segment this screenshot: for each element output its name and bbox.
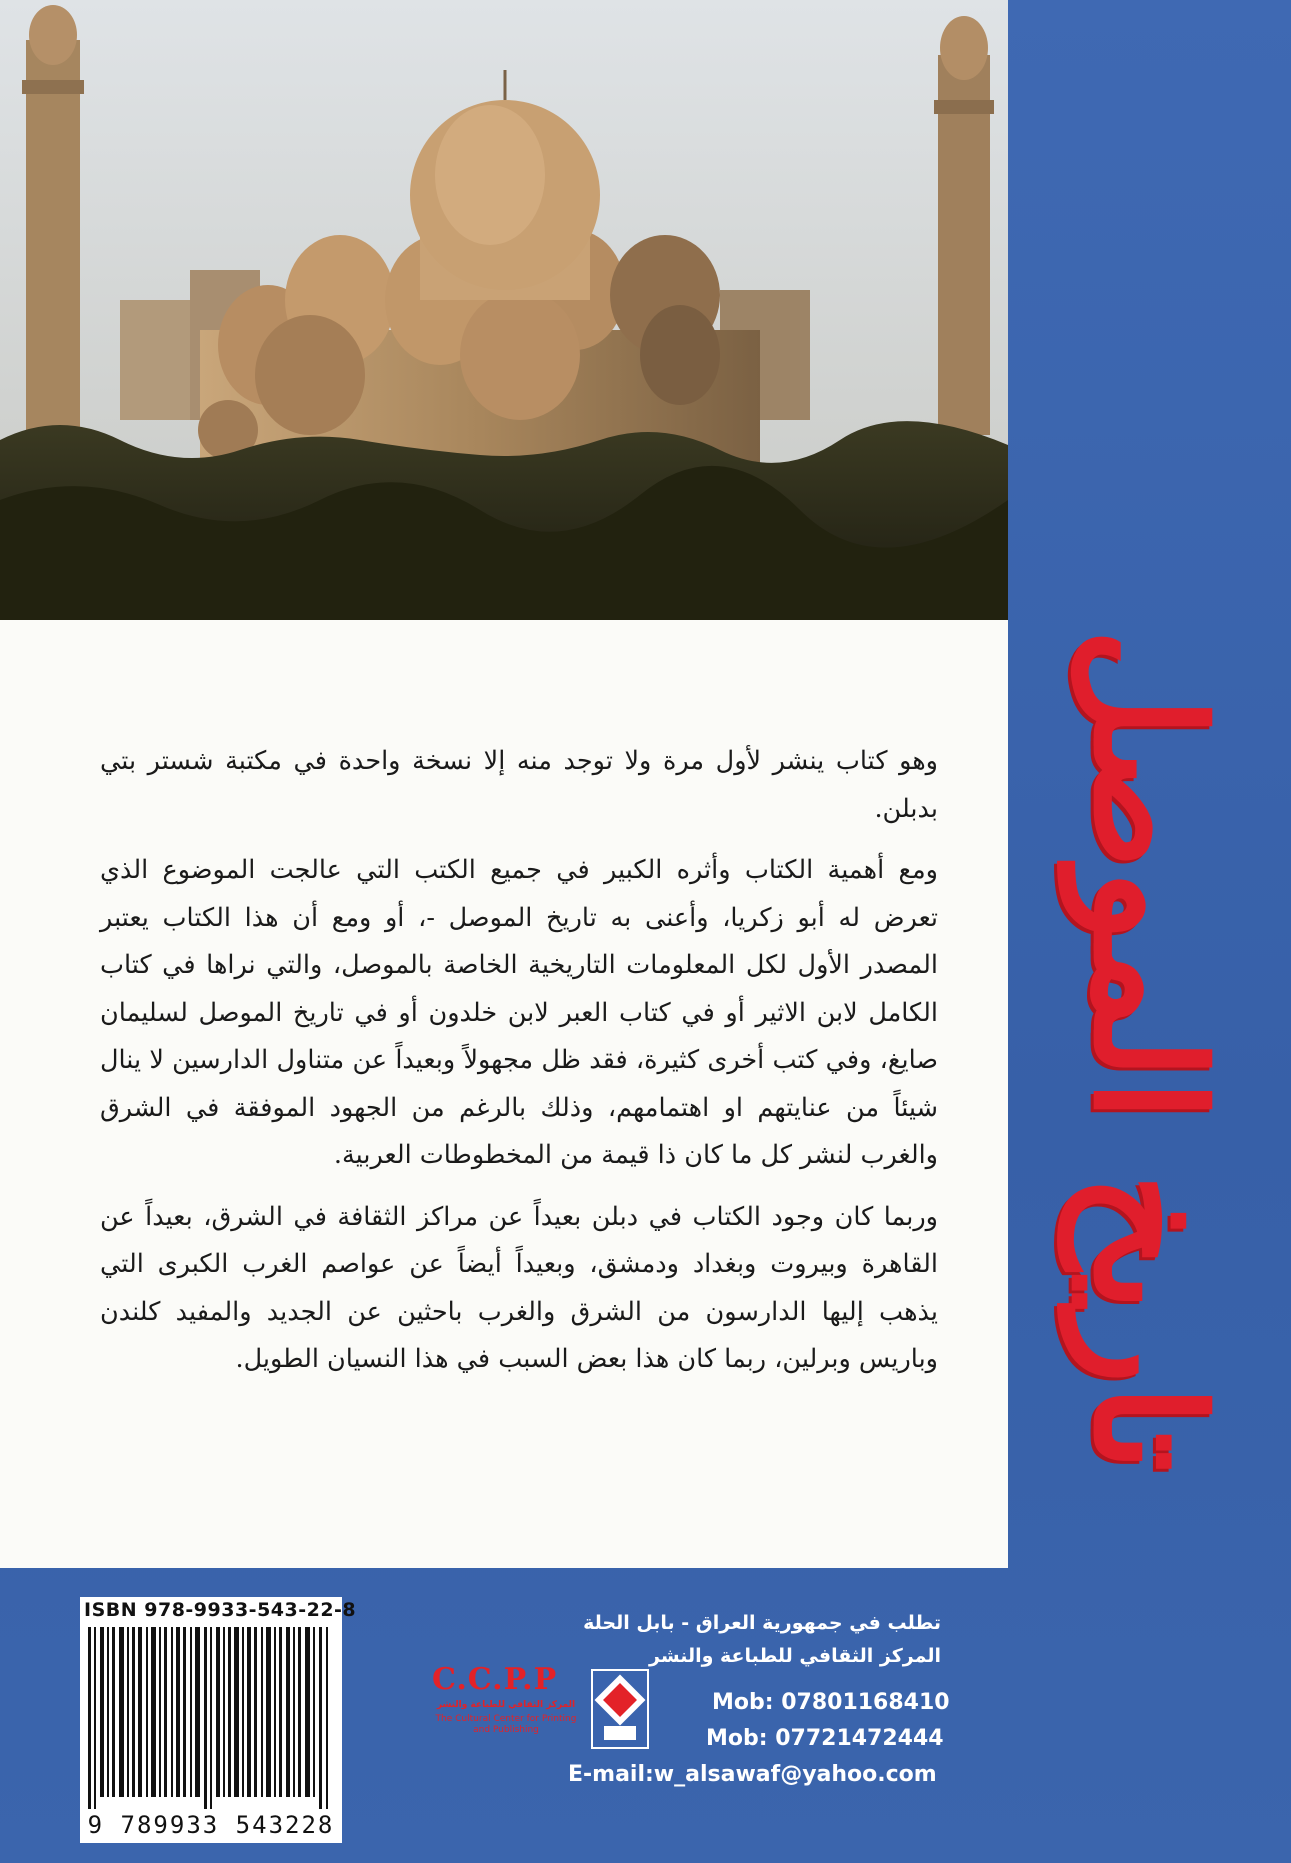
publisher-logo-subtitle-ar: المركز الثقافي للطباعة والنشر xyxy=(436,1700,576,1710)
cover-title xyxy=(1028,630,1268,1470)
barcode-digits: 9 789933 543228 xyxy=(87,1811,335,1839)
body-text xyxy=(100,738,938,1398)
publisher-logo-subtitle-en: The Cultural Center for Printing and Publishing xyxy=(435,1714,577,1735)
publisher-emblem-icon xyxy=(590,1668,650,1750)
publisher-logo: C.C.P.P xyxy=(432,1662,558,1697)
mosque-photo-icon xyxy=(0,0,1008,620)
publisher-address: تطلب في جمهورية العراق - بابل الحلة xyxy=(583,1612,941,1634)
mosque-photo xyxy=(0,0,1008,620)
isbn-label: ISBN 978-9933-543-22-8 xyxy=(84,1599,357,1621)
publisher-mobile-2: Mob: 07721472444 xyxy=(706,1726,944,1751)
barcode-icon xyxy=(86,1627,336,1809)
barcode xyxy=(80,1597,357,1843)
publisher-name: المركز الثقافي للطباعة والنشر xyxy=(649,1645,941,1667)
publisher-mobile-1: Mob: 07801168410 xyxy=(712,1690,950,1715)
paragraph-1: وهو كتاب ينشر لأول مرة ولا توجد منه إلا نسخة واحدة في مكتبة شستر بتي بدبلن. xyxy=(100,746,938,824)
publisher-email: E-mail:w_alsawaf@yahoo.com xyxy=(568,1762,937,1787)
paragraph-2: ومع أهمية الكتاب وأثره الكبير في جميع الكتب التي عالجت الموضوع الذي تعرض له أبو زكريا، وأعنى به تاريخ الموصل -، أو ومع أن هذا الكتاب يعتبر المصدر الأول لكل المعلومات التاريخية الخاصة بالموصل، والتي نراها في كتاب الكامل لابن الاثير أو في كتاب العبر لابن خلدون أو في تاريخ الموصل لسليمان صايغ، وفي كتب أخرى كثيرة، فقد ظل مجهولاً وبعيداً عن متناول الدارسين لا ينال شيئاً من عنايتهم او اهتمامهم، وذلك بالرغم من الجهود الموفقة في الشرق والغرب لنشر كل ما كان ذا قيمة من المخطوطات العربية. xyxy=(100,855,938,1170)
title-text: تاريخ الموصل xyxy=(1060,628,1236,1472)
paragraph-3: وربما كان وجود الكتاب في دبلن بعيداً عن مراكز الثقافة في الشرق، بعيداً عن القاهرة وبيروت وبغداد ودمشق، وبعيداً أيضاً عن عواصم الغرب الكبرى التي يذهب إليها الدارسون من الشرق والغرب باحثين عن الجديد والمفيد كلندن وباريس وبرلين، ربما كان هذا بعض السبب في هذا النسيان الطويل. xyxy=(100,1201,938,1374)
